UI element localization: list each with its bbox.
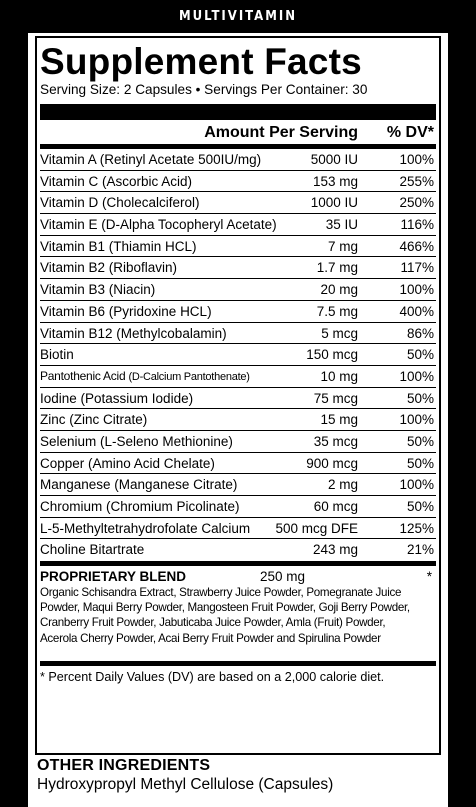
nutrient-dv: 117% [400,260,434,276]
nutrient-amount: 5 mcg [321,325,358,341]
nutrient-row [40,474,436,496]
nutrient-name: L-5-Methyltetrahydrofolate Calcium [40,520,251,536]
nutrient-dv: 21% [406,542,434,558]
nutrient-name-source: (D-Calcium Pantothenate) [128,370,250,383]
blend-header [40,568,436,585]
nutrient-amount: 900 mcg [306,455,358,471]
blend-ingredients [40,585,436,646]
nutrient-row [40,539,436,561]
blend-amount: 250 mg [260,569,306,585]
dv-header: % DV* [386,124,434,141]
nutrient-amount: 35 IU [325,217,358,233]
nutrient-amount: 243 mg [312,542,358,558]
nutrient-amount: 35 mcg [313,433,358,449]
nutrient-row [40,257,436,279]
nutrient-amount: 7 mg [327,238,358,254]
nutrient-amount: 5000 IU [310,152,358,167]
blend-line: Cranberry Fruit Powder, Jabuticaba Juice Powder, Amla (Fruit) Powder, [40,616,386,630]
nutrient-row [40,214,436,236]
other-ingredients-title: OTHER INGREDIENTS [37,757,211,774]
nutrient-row [40,388,436,410]
nutrient-amount: 153 mg [312,173,358,189]
nutrient-amount: 2 mg [327,477,358,493]
nutrient-row [40,323,436,345]
nutrient-dv: 255% [399,173,434,189]
nutrient-name: Vitamin B6 (Pyridoxine HCL) [40,303,212,319]
nutrient-amount: 150 mcg [306,347,358,363]
blend-name: PROPRIETARY BLEND [40,569,187,585]
other-ingredients-text: Hydroxypropyl Methyl Cellulose (Capsules) [37,776,334,793]
nutrient-name: Biotin [40,347,74,363]
nutrient-dv: 250% [399,195,434,211]
nutrient-table [40,149,436,561]
nutrient-dv: 466% [399,238,434,254]
nutrient-name-main: Pantothenic Acid [40,368,126,383]
nutrient-name: Vitamin B2 (Riboflavin) [40,260,178,276]
nutrient-name: Zinc (Zinc Citrate) [40,412,148,428]
amount-header: Amount Per Serving [204,124,358,141]
nutrient-dv: 86% [406,325,434,341]
nutrient-dv: 50% [406,455,434,471]
nutrient-name: Vitamin A (Retinyl Acetate 500IU/mg) [40,152,262,167]
proprietary-blend [40,566,436,661]
banner-text: MULTIVITAMIN [179,9,297,24]
nutrient-amount: 1000 IU [310,195,358,211]
nutrient-amount: 10 mg [320,368,358,384]
nutrient-name: Vitamin E (D-Alpha Tocopheryl Acetate) [40,217,277,233]
nutrient-dv: 100% [399,152,434,167]
nutrient-row [40,496,436,518]
nutrient-amount: 15 mg [320,412,358,428]
nutrient-name: Selenium (L-Seleno Methionine) [40,433,233,449]
serving-info: Serving Size: 2 Capsules • Servings Per Container: 30 [40,82,368,97]
nutrient-amount: 20 mg [320,282,358,298]
dv-footnote: * Percent Daily Values (DV) are based on a 2,000 calorie diet. [40,670,385,685]
blend-line: Powder, Maqui Berry Powder, Mangosteen Fruit Powder, Goji Berry Powder, [40,601,410,615]
nutrient-amount: 500 mcg DFE [275,520,358,536]
nutrient-name: Vitamin B3 (Niacin) [40,282,156,298]
nutrient-amount: 75 mcg [313,390,358,406]
nutrient-row [40,301,436,323]
nutrient-dv: 100% [399,412,434,428]
blend-dv: * [426,569,432,585]
nutrient-row [40,279,436,301]
nutrient-dv: 50% [406,347,434,363]
facts-title: Supplement Facts [40,41,362,82]
blend-line: Acerola Cherry Powder, Acai Berry Fruit Powder and Spirulina Powder [40,631,381,645]
nutrient-row [40,344,436,366]
blend-line: Organic Schisandra Extract, Strawberry Juice Powder, Pomegranate Juice [40,586,402,600]
nutrient-name: Vitamin B12 (Methylcobalamin) [40,325,227,341]
nutrient-dv: 50% [406,390,434,406]
nutrient-row [40,409,436,431]
nutrient-dv: 400% [399,303,434,319]
product-banner [0,0,476,33]
nutrient-row [40,192,436,214]
nutrient-name: Vitamin D (Cholecalciferol) [40,195,200,211]
nutrient-row [40,453,436,475]
nutrient-dv: 100% [399,477,434,493]
nutrient-amount: 7.5 mg [316,303,358,319]
nutrient-name: Manganese (Manganese Citrate) [40,477,238,493]
nutrient-name: Copper (Amino Acid Chelate) [40,455,215,471]
nutrient-name: Vitamin B1 (Thiamin HCL) [40,238,197,254]
nutrient-dv: 50% [406,499,434,514]
nutrient-row [40,236,436,258]
nutrient-dv: 100% [399,368,434,384]
label-panel [28,33,448,807]
nutrient-name: Choline Bitartrate [40,542,145,558]
nutrient-dv: 100% [399,282,434,298]
nutrient-name: Chromium (Chromium Picolinate) [40,499,240,514]
nutrient-row [40,171,436,193]
other-ingredients [37,756,443,794]
column-header [40,120,436,144]
nutrient-name: Iodine (Potassium Iodide) [40,390,194,406]
nutrient-name: Vitamin C (Ascorbic Acid) [40,173,193,189]
nutrient-dv: 116% [400,217,434,233]
nutrient-dv: 50% [406,433,434,449]
nutrient-row [40,431,436,453]
nutrient-row [40,149,436,171]
supplement-facts-box [35,36,441,755]
nutrient-name [40,366,250,388]
nutrient-row [40,366,436,388]
thick-divider [40,104,436,120]
nutrient-amount: 60 mcg [313,499,358,514]
nutrient-row [40,518,436,540]
nutrient-amount: 1.7 mg [316,260,358,276]
nutrient-dv: 125% [399,520,434,536]
